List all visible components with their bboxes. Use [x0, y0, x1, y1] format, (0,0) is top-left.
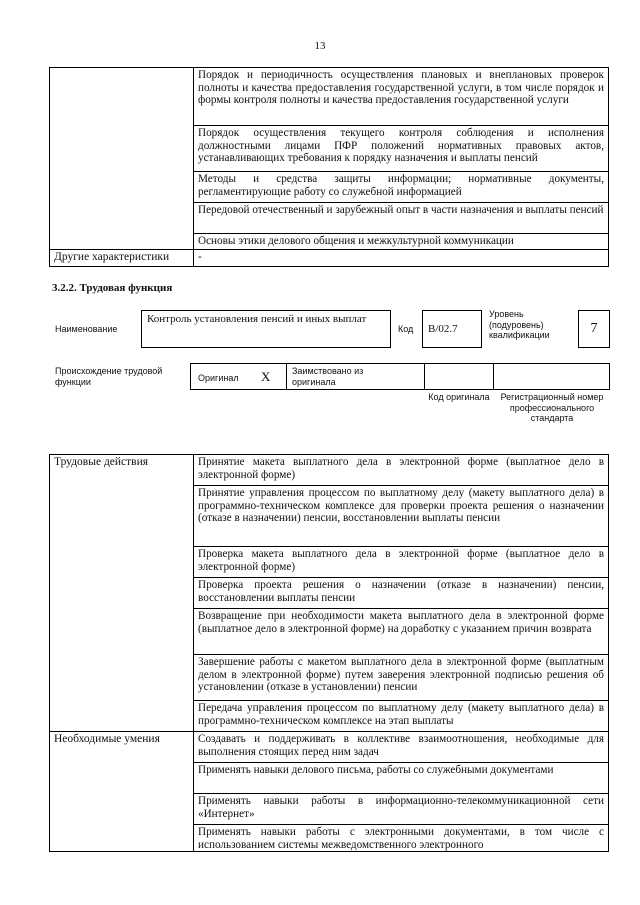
- name-label: Наименование: [55, 324, 118, 334]
- other-characteristics-label: Другие характеристики: [50, 250, 194, 267]
- section-heading: 3.2.2. Трудовая функция: [52, 282, 173, 294]
- skill-item: Применять навыки работы в информационно-телекоммуникационной сети «Интернет»: [194, 794, 609, 825]
- knowledge-table: [49, 67, 609, 267]
- page-number: 13: [314, 40, 326, 52]
- original-label: Оригинал: [198, 373, 239, 383]
- knowledge-item: Порядок осуществления текущего контроля соблюдения и исполнения должностными лицами ПФР положений нормативных правовых актов, устанавливающих требования к порядку назначения и выплаты пенсий: [194, 126, 609, 172]
- level-value-box: 7: [578, 310, 610, 348]
- skill-item: Применять навыки работы с электронными документами, в том числе с использованием системы межведомственного электронного: [194, 825, 609, 852]
- labor-action-item: Завершение работы с макетом выплатного дела в электронной форме (выплатным делом в электронной форме) путем заверения электронной подписью решения об установлении (отказе в установлении) пенсии: [194, 655, 609, 701]
- knowledge-item: Основы этики делового общения и межкультурной коммуникации: [194, 234, 609, 250]
- required-skills-label: Необходимые умения: [50, 732, 194, 852]
- knowledge-item: Методы и средства защиты информации; нормативные документы, регламентирующие работу со служебной информацией: [194, 172, 609, 203]
- labor-action-item: Возвращение при необходимости макета выплатного дела в электронной форме (выплатное дело в электронной форме) на доработку с указанием причин возврата: [194, 609, 609, 655]
- knowledge-label-cell: [50, 68, 194, 250]
- function-details-table: [49, 454, 609, 852]
- code-original-caption: Код оригинала: [428, 392, 490, 402]
- knowledge-item: Порядок и периодичность осуществления плановых и внеплановых проверок полноты и качества предоставления государственной услуги, в том числе порядок и формы контроля полноты и качества предоставления государственной услуги: [194, 68, 609, 126]
- origin-table: [190, 363, 610, 390]
- labor-action-item: Передача управления процессом по выплатному делу (макету выплатного дела) в программно-техническом комплексе на этап выплаты: [194, 701, 609, 732]
- labor-action-item: Принятие управления процессом по выплатному делу (макету выплатного дела) в программно-техническом комплексе для проверки проекта решения о назначении (отказе в назначении) пенсии, восстановлении выплаты пенсии: [194, 486, 609, 547]
- labor-action-item: Проверка макета выплатного дела в электронной форме (выплатное дело в электронной форме): [194, 547, 609, 578]
- skill-item: Применять навыки делового письма, работы со служебными документами: [194, 763, 609, 794]
- labor-action-item: Проверка проекта решения о назначении (отказе в назначении) пенсии, восстановлении выплаты пенсии: [194, 578, 609, 609]
- code-label: Код: [398, 324, 414, 334]
- skill-item: Создавать и поддерживать в коллективе взаимоотношения, необходимые для выполнения стоящих перед ним задач: [194, 732, 609, 763]
- other-characteristics-value: -: [194, 250, 609, 267]
- reg-number-caption: Регистрационный номер профессионального стандарта: [500, 392, 604, 423]
- function-code-box: B/02.7: [422, 310, 482, 348]
- labor-action-item: Принятие макета выплатного дела в электронной форме (выплатное дело в электронной форме): [194, 455, 609, 486]
- labor-actions-label: Трудовые действия: [50, 455, 194, 732]
- knowledge-item: Передовой отечественный и зарубежный опыт в части назначения и выплаты пенсий: [194, 203, 609, 234]
- borrowed-label: Заимствовано из оригинала: [292, 366, 364, 387]
- original-mark: X: [261, 369, 271, 384]
- level-label: Уровень (подуровень) квалификации: [489, 309, 550, 340]
- function-name-box: Контроль установления пенсий и иных выплат: [141, 310, 391, 348]
- origin-label: Происхождение трудовой функции: [55, 366, 163, 387]
